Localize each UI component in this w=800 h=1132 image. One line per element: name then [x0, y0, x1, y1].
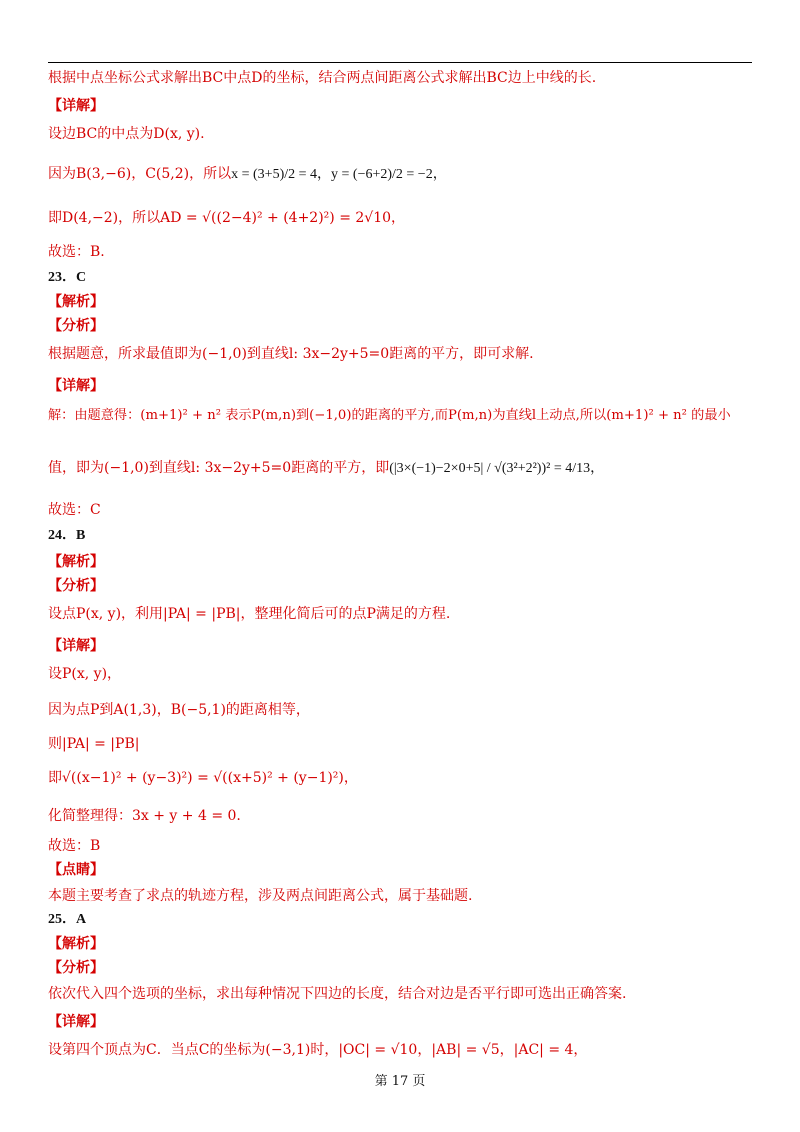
solution-line: 即√((x−1)² + (y−3)²) = √((x+5)² + (y−1)²)，	[48, 770, 358, 786]
section-heading-analysis: 【分析】	[48, 318, 104, 334]
section-heading-explain: 【解析】	[48, 294, 104, 310]
section-heading-explain: 【解析】	[48, 936, 104, 952]
solution-line	[48, 164, 447, 185]
analysis-text: 依次代入四个选项的坐标，求出每种情况下四边的长度，结合对边是否平行即可选出正确答案.	[48, 986, 627, 1002]
section-heading-analysis: 【分析】	[48, 578, 104, 594]
solution-line: 解：由题意得：(m+1)² + n² 表示P(m,n)到(−1,0)的距离的平方,而P(m,n)为直线l上动点,所以(m+1)² + n² 的最小	[48, 408, 731, 423]
header-rule	[48, 62, 752, 63]
question-number: 25．A	[48, 912, 87, 927]
solution-line: 化简整理得：3x + y + 4 = 0.	[48, 808, 241, 824]
solution-line: 设边BC的中点为D(x, y).	[48, 126, 205, 142]
answer-line: 故选：B	[48, 838, 101, 854]
section-heading-comment: 【点睛】	[48, 862, 104, 878]
solution-line: 即D(4,−2)，所以AD = √((2−4)² + (4+2)²) = 2√10，	[48, 210, 406, 226]
solution-text: 因为B(3,−6)，C(5,2)，所以	[48, 166, 232, 182]
solution-line: 因为点P到A(1,3)，B(−5,1)的距离相等，	[48, 702, 310, 718]
section-heading-detail: 【详解】	[48, 98, 104, 114]
answer-line: 故选：C	[48, 502, 101, 518]
section-heading-analysis: 【分析】	[48, 960, 104, 976]
formula: (|3×(−1)−2×0+5| / √(3²+2²))² = 4/13，	[389, 461, 605, 476]
solution-text: 值，即为(−1,0)到直线l: 3x−2y+5=0距离的平方，即	[48, 460, 390, 476]
comment-text: 本题主要考查了求点的轨迹方程，涉及两点间距离公式，属于基础题.	[48, 888, 473, 904]
solution-line: 设P(x, y)，	[48, 666, 122, 682]
question-number: 24．B	[48, 528, 86, 543]
solution-line: 则|PA| = |PB|	[48, 736, 140, 752]
question-number: 23．C	[48, 270, 87, 285]
analysis-text: 根据中点坐标公式求解出BC中点D的坐标，结合两点间距离公式求解出BC边上中线的长.	[48, 70, 597, 86]
answer-line: 故选：B.	[48, 244, 105, 260]
page-footer: 第 17 页	[374, 1074, 426, 1089]
section-heading-explain: 【解析】	[48, 554, 104, 570]
section-heading-detail: 【详解】	[48, 638, 104, 654]
analysis-text: 设点P(x, y)，利用|PA| = |PB|，整理化简后可的点P满足的方程.	[48, 606, 451, 622]
solution-line: 设第四个顶点为C．当点C的坐标为(−3,1)时，|OC| = √10，|AB| = √5，|AC| = 4，	[48, 1042, 588, 1058]
solution-line	[48, 458, 604, 479]
section-heading-detail: 【详解】	[48, 1014, 104, 1030]
analysis-text: 根据题意，所求最值即为(−1,0)到直线l: 3x−2y+5=0距离的平方，即可求解.	[48, 346, 534, 362]
section-heading-detail: 【详解】	[48, 378, 104, 394]
formula: x = (3+5)/2 = 4，y = (−6+2)/2 = −2，	[231, 167, 447, 182]
